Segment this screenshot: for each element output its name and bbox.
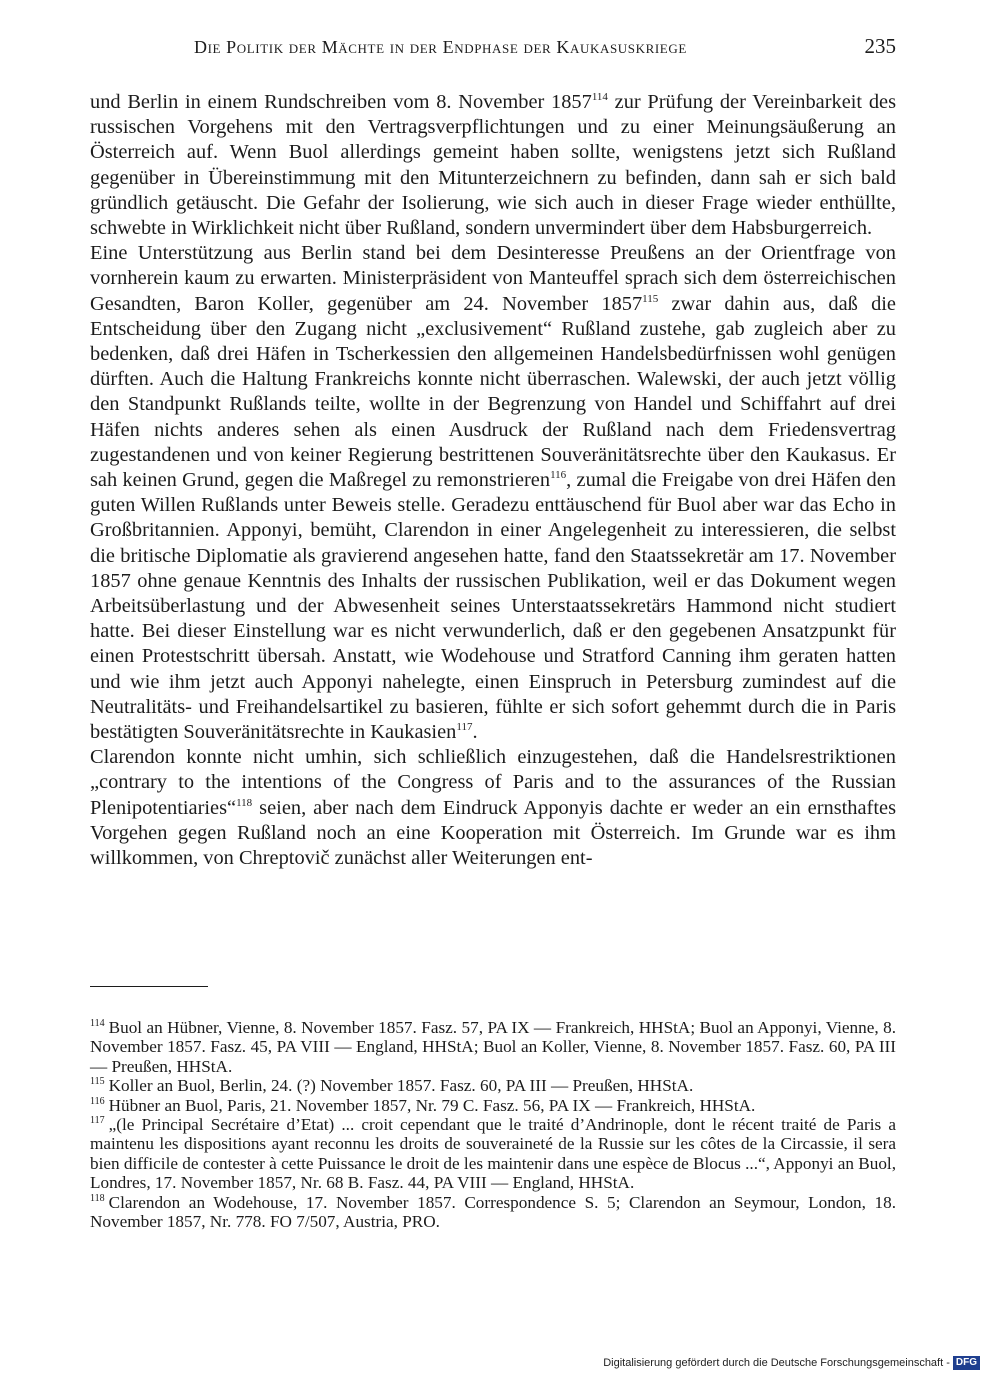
footnote-text: Koller an Buol, Berlin, 24. (?) November 1857. Fasz. 60, PA III — Preußen, HHStA. [108, 1076, 694, 1096]
credit-text: Digitalisierung gefördert durch die Deutsche Forschungsgemeinschaft - [603, 1357, 950, 1369]
text-run: zur Prüfung der Vereinbarkeit des russischen Vorgehens mit den Vertragsverpflichtungen und zu einer Meinungsäußerung an Österreich auf. Wenn Buol allerdings gemeint haben sollte, wenigstens jetzt sich Rußland gegenüber in Übereinstimmung mit den Mitunterzeichnern zu befinden, dann sah er sich bald gründlich getäuscht. Die Gefahr der Isolierung, wie sich auch in dieser Frage wieder enthüllte, schwebte in Wirklichkeit nicht über Rußland, sondern unvermindert über dem Habsburgerreich. [90, 91, 897, 240]
text-run: . [472, 721, 478, 744]
text-run: zwar dahin aus, daß die Entscheidung über den Zugang nicht „exclusivement“ Rußland zustehe, gab zugleich aber zu bedenken, daß drei Häfen in Tscherkessien den allgemeinen Handelsbedürfnissen wohl genügen dürften. Auch die Haltung Frankreichs konnte nicht überraschen. Walewski, der auch jetzt völlig den Standpunkt Rußlands teilte, wollte in der Begrenzung von Handel und Schiffahrt auf drei Häfen nichts anderes sehen als einen Ausdruck der Rußland nach dem Friedensvertrag zugestandenen und von keiner Regierung bestrittenen Souveränitätsrechte über den Kaukasus. Er sah keinen Grund, gegen die Maßregel zu remonstrieren [90, 292, 896, 492]
footnote-divider [90, 986, 208, 987]
paragraph [90, 90, 896, 241]
main-text [90, 90, 896, 871]
running-header [90, 34, 896, 60]
footnote-number: 114 [90, 1018, 105, 1029]
footnote-number: 116 [90, 1095, 105, 1107]
footnote-number: 118 [90, 1192, 105, 1204]
footnote-text: Hübner an Buol, Paris, 21. November 1857, Nr. 79 C. Fasz. 56, PA IX — Frankreich, HHStA. [108, 1095, 756, 1115]
paragraph [90, 745, 896, 871]
paragraph [90, 241, 896, 745]
page-number: 235 [864, 34, 896, 58]
footnote [90, 1018, 896, 1076]
footnote [90, 1096, 896, 1115]
footnote [90, 1076, 896, 1095]
footnote-number: 117 [90, 1115, 105, 1127]
footnote-ref: 118 [236, 796, 253, 809]
footnote-ref: 115 [642, 292, 659, 305]
footnote [90, 1115, 896, 1193]
text-run: Eine Unterstützung aus Berlin stand bei dem Desinteresse Preußens an der Orientfrage von vornherein kaum zu erwarten. Ministerpräsident von Manteuffel sprach sich dem österreichischen Gesandten, Baron Koller, gegenüber am 24. November 1857 [90, 242, 896, 315]
footnote [90, 1193, 896, 1232]
footnotes [90, 1018, 896, 1231]
running-title: Die Politik der Mächte in der Endphase der Kaukasuskriege [194, 37, 687, 57]
footnote-text: „(le Principal Secrétaire d’Etat) ... croit cependant que le traité d’Andrinople, dont le récent traité de Paris a maintenu les dispositions ayant reconnu les droits de souveraineté de la Russie sur les côtes de la Circassie, il sera bien difficile de contester à cette Puissance le droit de les maintenir dans une espèce de Blocus ...“, Apponyi an Buol, Londres, 17. November 1857, Nr. 68 B. Fasz. 44, PA VIII — England, HHStA. [90, 1115, 896, 1193]
footnote-ref: 116 [550, 469, 567, 482]
footnote-text: Clarendon an Wodehouse, 17. November 1857. Correspondence S. 5; Clarendon an Seymour, London, 18. November 1857, Nr. 778. FO 7/507, Austria, PRO. [90, 1192, 896, 1232]
dfg-logo: DFG [953, 1356, 980, 1370]
digitization-credit [603, 1355, 980, 1371]
text-run: , zumal die Freigabe von drei Häfen den guten Willen Rußlands unter Beweis stelle. Geradezu enttäuschend für Buol aber war das Echo in Großbritannien. Apponyi, bemüht, Clarendon in einer Angelegenheit zu interessieren, die selbst die britische Diplomatie als gravierend angesehen hatte, fand den Staatssekretär am 17. November 1857 ohne genaue Kenntnis des Inhalts der russischen Publikation, weil er das Dokument wegen Arbeitsüberlastung und der Abwesenheit seines Unterstaatssekretärs Hammond nicht studiert hatte. Bei dieser Einstellung war es nicht verwunderlich, daß er den gegebenen Ansatzpunkt für einen Protestschritt übersah. Anstatt, wie Wodehouse und Stratford Canning ihm geraten hatten und wie ihm jetzt auch Apponyi nahelegte, einen Einspruch in Petersburg zumindest auf die Neutralitäts- und Freihandelsartikel zu basieren, fühlte er sich sofort gehemmt durch die in Paris bestätigten Souveränitätsrechte in Kaukasien [90, 469, 896, 744]
footnote-number: 115 [90, 1076, 105, 1088]
footnote-ref: 114 [591, 91, 608, 103]
text-run: Clarendon konnte nicht umhin, sich schließlich einzugestehen, daß die Handelsrestriktionen „contrary to the intentions of the Congress of Paris and to the assurances of the Russian Plenipotentiaries“ [90, 746, 896, 819]
footnote-text: Buol an Hübner, Vienne, 8. November 1857. Fasz. 57, PA IX — Frankreich, HHStA; Buol an Apponyi, Vienne, 8. November 1857. Fasz. 45, PA VIII — England, HHStA; Buol an Koller, Vienne, 8. November 1857. Fasz. 60, PA III — Preußen, HHStA. [90, 1018, 896, 1076]
footnote-ref: 117 [456, 721, 473, 734]
text-run: seien, aber nach dem Eindruck Apponyis dachte er weder an ein ernsthaftes Vorgehen gegen Rußland noch an eine Kooperation mit Österreich. Im Grunde war es ihm willkommen, von Chreptovič zunächst aller Weiterungen ent- [90, 796, 896, 870]
text-run: und Berlin in einem Rundschreiben vom 8. November 1857 [90, 91, 592, 113]
